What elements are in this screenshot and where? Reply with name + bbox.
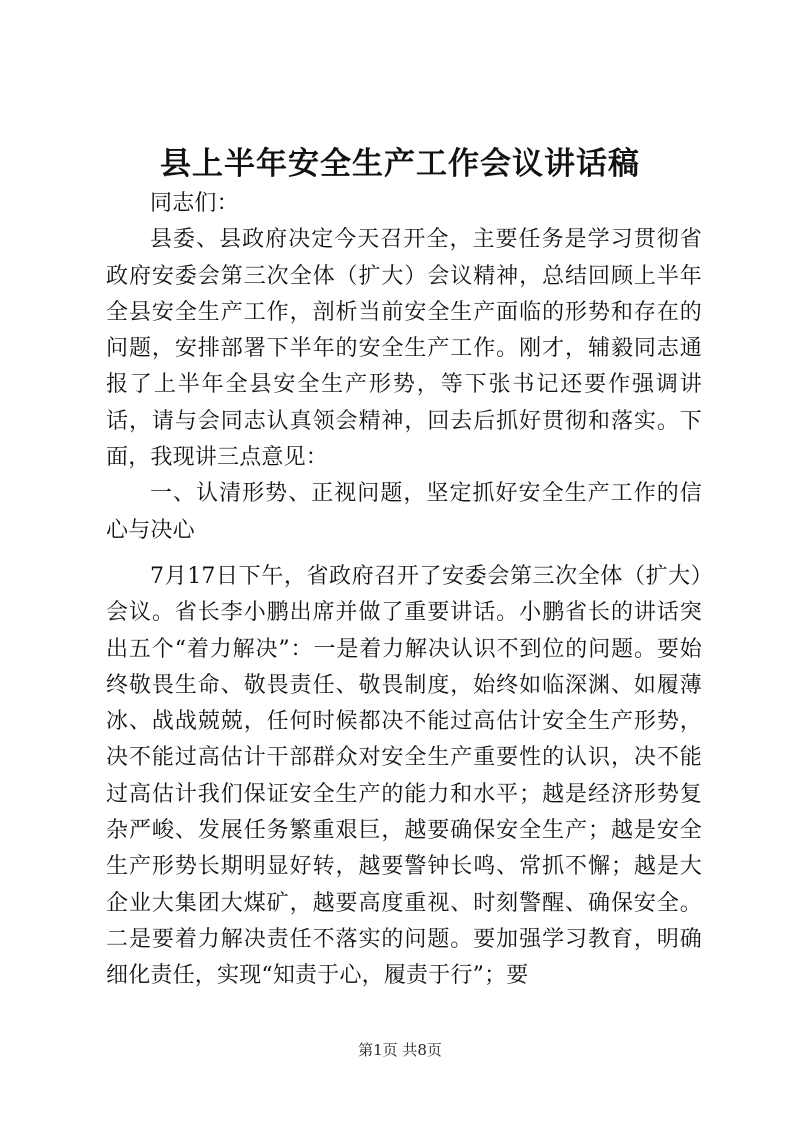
paragraph-opening: 县委、县政府决定今天召开全，主要任务是学习贯彻省政府安委会第三次全体（扩大）会议精神，总结回顾上半年全县安全生产工作，剖析当前安全生产面临的形势和存在的问题，安排部署下半年的安全生产工作。刚才，辅毅同志通报了上半年全县安全生产形势，等下张书记还要作强调讲话，请与会同志认真领会精神，回去后抓好贯彻和落实。下面，我现讲三点意见：	[106, 227, 702, 471]
salutation: 同志们：	[150, 191, 239, 216]
document-body	[106, 186, 702, 995]
document-title: 县上半年安全生产工作会议讲话稿	[160, 146, 640, 182]
section-heading-1: 一、认清形势、正视问题，坚定抓好安全生产工作的信心与决心	[106, 481, 702, 543]
page-number-footer: 第1页 共8页	[358, 1041, 442, 1059]
paragraph-meeting-summary: 7月17日下午，省政府召开了安委会第三次全体（扩大）会议。省长李小鹏出席并做了重要讲话。小鹏省长的讲话突出五个“着力解决”：一是着力解决认识不到位的问题。要始终敬畏生命、敬畏责任、敬畏制度，始终如临深渊、如履薄冰、战战兢兢，任何时候都决不能过高估计安全生产形势，决不能过高估计干部群众对安全生产重要性的认识，决不能过高估计我们保证安全生产的能力和水平；越是经济形势复杂严峻、发展任务繁重艰巨，越要确保安全生产；越是安全生产形势长期明显好转，越要警钟长鸣、常抓不懈；越是大企业大集团大煤矿，越要高度重视、时刻警醒、确保安全。二是要着力解决责任不落实的问题。要加强学习教育，明确细化责任，实现“知责于心，履责于行”；要	[106, 563, 702, 989]
